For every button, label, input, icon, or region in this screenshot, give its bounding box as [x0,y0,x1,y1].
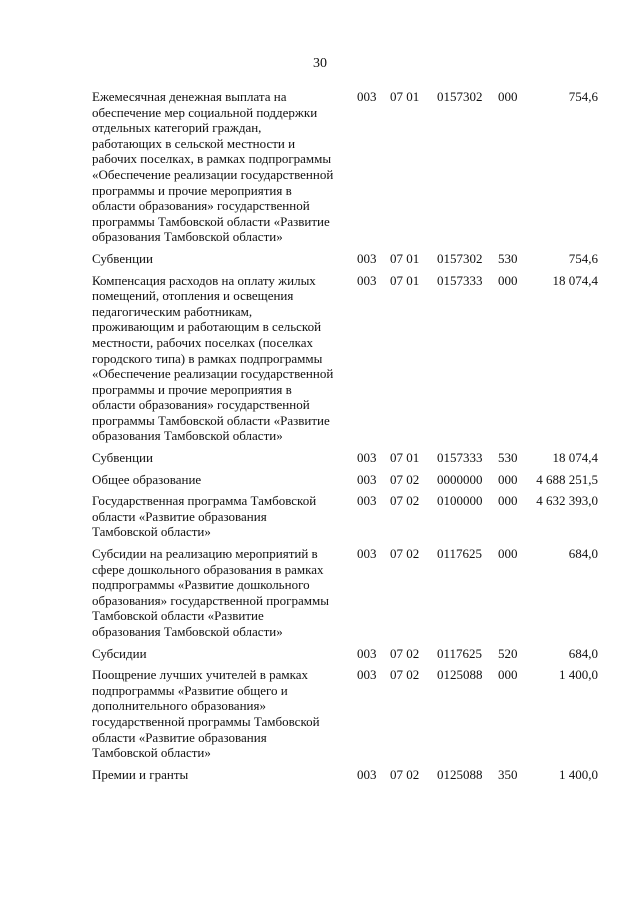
expense-type-code: 000 [498,471,518,487]
ministry-code: 003 [357,89,377,104]
table-row [0,767,640,783]
row-description: Субвенции [92,250,153,266]
ministry-code: 003 [357,667,377,683]
amount: 1 400,0 [559,667,598,683]
expense-type-code: 000 [498,272,518,288]
table-row [0,646,640,662]
expense-type-code: 520 [498,645,518,661]
amount: 1 400,0 [559,766,598,782]
target-article-code: 0000000 [437,471,483,487]
expense-type-code: 000 [498,89,518,104]
table-row [0,472,640,488]
row-description: Субвенции [92,450,153,466]
target-article-code: 0125088 [437,766,483,782]
expense-type-code: 530 [498,450,518,466]
table-row [0,493,640,540]
row-description: Компенсация расходов на оплату жилых помещений, отопления и освещения педагогическим работникам, проживающим и работающим в сельской местности, рабочих поселках (поселках городского типа) в рамках подпрограммы «Обеспечение реализации государственной программы и прочие мероприятия в области образования» государственной программы Тамбовской области «Развитие образования Тамбовской области» [92,272,334,444]
amount: 18 074,4 [552,272,598,288]
amount: 18 074,4 [552,450,598,466]
section-code: 07 01 [390,250,420,266]
ministry-code: 003 [357,645,377,661]
target-article-code: 0157302 [437,250,483,266]
expense-type-code: 000 [498,493,518,509]
page-number: 30 [313,56,327,71]
amount: 4 688 251,5 [536,471,598,487]
row-description: Поощрение лучших учителей в рамках подпрограммы «Развитие общего и дополнительного образования» государственной программы Тамбовской области «Развитие образования Тамбовской области» [92,667,320,761]
amount: 754,6 [568,89,598,104]
target-article-code: 0100000 [437,493,483,509]
ministry-code: 003 [357,493,377,509]
row-description: Премии и гранты [92,766,189,782]
row-description: Государственная программа Тамбовской области «Развитие образования Тамбовской области» [92,493,317,540]
row-description: Общее образование [92,471,202,487]
table-row [0,273,640,445]
expense-type-code: 000 [498,667,518,683]
section-code: 07 01 [390,272,420,288]
section-code: 07 01 [390,89,420,104]
table-row [0,450,640,466]
section-code: 07 02 [390,471,420,487]
table-row [0,667,640,761]
section-code: 07 02 [390,667,420,683]
section-code: 07 02 [390,493,420,509]
amount: 684,0 [568,645,598,661]
table-row [0,546,640,640]
expense-type-code: 530 [498,250,518,266]
target-article-code: 0117625 [437,546,483,562]
table-row [0,251,640,267]
section-code: 07 02 [390,645,420,661]
row-description: Субсидии [92,645,147,661]
target-article-code: 0117625 [437,645,483,661]
target-article-code: 0157333 [437,450,483,466]
amount: 754,6 [568,250,598,266]
budget-table [0,89,640,788]
target-article-code: 0157302 [437,89,483,104]
row-description: Ежемесячная денежная выплата на обеспечение мер социальной поддержки отдельных категорий граждан, работающих в сельской местности и рабочих поселках, в рамках подпрограммы «Обеспечение реализации государственной программы и прочие мероприятия в области образования» государственной программы Тамбовской области «Развитие образования Тамбовской области» [92,89,334,245]
table-row [0,89,640,245]
section-code: 07 02 [390,766,420,782]
ministry-code: 003 [357,450,377,466]
ministry-code: 003 [357,272,377,288]
amount: 4 632 393,0 [536,493,598,509]
expense-type-code: 000 [498,546,518,562]
ministry-code: 003 [357,546,377,562]
ministry-code: 003 [357,250,377,266]
ministry-code: 003 [357,766,377,782]
section-code: 07 02 [390,546,420,562]
ministry-code: 003 [357,471,377,487]
target-article-code: 0157333 [437,272,483,288]
target-article-code: 0125088 [437,667,483,683]
row-description: Субсидии на реализацию мероприятий в сфере дошкольного образования в рамках подпрограммы «Развитие дошкольного образования» государственной программы Тамбовской области «Развитие образования Тамбовской области» [92,546,329,639]
amount: 684,0 [568,546,598,562]
expense-type-code: 350 [498,766,518,782]
section-code: 07 01 [390,450,420,466]
